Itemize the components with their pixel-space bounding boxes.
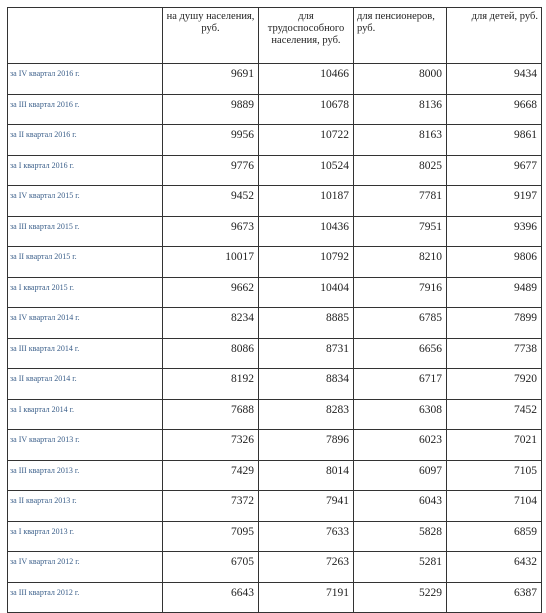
- column-header-children: для детей, руб.: [447, 8, 542, 64]
- children-cell: 9434: [447, 64, 542, 95]
- period-cell[interactable]: за III квартал 2013 г.: [8, 460, 163, 491]
- children-cell: 9489: [447, 277, 542, 308]
- period-cell[interactable]: за IV квартал 2012 г.: [8, 552, 163, 583]
- table-row: [8, 491, 542, 522]
- per-capita-cell: 8234: [163, 308, 259, 339]
- working-age-cell: 10524: [259, 155, 354, 186]
- children-cell: 7452: [447, 399, 542, 430]
- period-cell[interactable]: за IV квартал 2016 г.: [8, 64, 163, 95]
- per-capita-cell: 7429: [163, 460, 259, 491]
- per-capita-cell: 9776: [163, 155, 259, 186]
- table-row: [8, 338, 542, 369]
- children-cell: 9806: [447, 247, 542, 278]
- working-age-cell: 8731: [259, 338, 354, 369]
- per-capita-cell: 9662: [163, 277, 259, 308]
- working-age-cell: 10436: [259, 216, 354, 247]
- per-capita-cell: 7326: [163, 430, 259, 461]
- period-cell[interactable]: за I квартал 2016 г.: [8, 155, 163, 186]
- pensioners-cell: 8136: [354, 94, 447, 125]
- per-capita-cell: 6705: [163, 552, 259, 583]
- table-row: [8, 308, 542, 339]
- children-cell: 7104: [447, 491, 542, 522]
- children-cell: 6859: [447, 521, 542, 552]
- per-capita-cell: 8086: [163, 338, 259, 369]
- children-cell: 7899: [447, 308, 542, 339]
- pensioners-cell: 6717: [354, 369, 447, 400]
- table-row: [8, 430, 542, 461]
- children-cell: 6432: [447, 552, 542, 583]
- children-cell: 7105: [447, 460, 542, 491]
- table-row: [8, 247, 542, 278]
- per-capita-cell: 8192: [163, 369, 259, 400]
- per-capita-cell: 9889: [163, 94, 259, 125]
- per-capita-cell: 10017: [163, 247, 259, 278]
- per-capita-cell: 7688: [163, 399, 259, 430]
- pensioners-cell: 6023: [354, 430, 447, 461]
- pensioners-cell: 6308: [354, 399, 447, 430]
- pensioners-cell: 5229: [354, 582, 447, 613]
- period-cell[interactable]: за III квартал 2012 г.: [8, 582, 163, 613]
- subsistence-minimum-table: [7, 7, 542, 613]
- period-cell[interactable]: за I квартал 2014 г.: [8, 399, 163, 430]
- children-cell: 9197: [447, 186, 542, 217]
- per-capita-cell: 9673: [163, 216, 259, 247]
- table-row: [8, 186, 542, 217]
- pensioners-cell: 5828: [354, 521, 447, 552]
- table-header: [8, 8, 542, 64]
- children-cell: 9677: [447, 155, 542, 186]
- children-cell: 7920: [447, 369, 542, 400]
- header-row: [8, 8, 542, 64]
- table-row: [8, 521, 542, 552]
- table-row: [8, 399, 542, 430]
- table-row: [8, 369, 542, 400]
- working-age-cell: 10792: [259, 247, 354, 278]
- period-cell[interactable]: за II квартал 2014 г.: [8, 369, 163, 400]
- table-row: [8, 460, 542, 491]
- table-row: [8, 155, 542, 186]
- children-cell: 9861: [447, 125, 542, 156]
- period-cell[interactable]: за III квартал 2016 г.: [8, 94, 163, 125]
- children-cell: 7738: [447, 338, 542, 369]
- period-cell[interactable]: за II квартал 2015 г.: [8, 247, 163, 278]
- table-row: [8, 125, 542, 156]
- table-row: [8, 552, 542, 583]
- working-age-cell: 7633: [259, 521, 354, 552]
- working-age-cell: 8014: [259, 460, 354, 491]
- period-cell[interactable]: за IV квартал 2015 г.: [8, 186, 163, 217]
- table-row: [8, 582, 542, 613]
- working-age-cell: 7191: [259, 582, 354, 613]
- children-cell: 9668: [447, 94, 542, 125]
- working-age-cell: 8283: [259, 399, 354, 430]
- table-body: [8, 64, 542, 613]
- column-header-period: [8, 8, 163, 64]
- pensioners-cell: 6656: [354, 338, 447, 369]
- per-capita-cell: 9956: [163, 125, 259, 156]
- period-cell[interactable]: за III квартал 2015 г.: [8, 216, 163, 247]
- working-age-cell: 7263: [259, 552, 354, 583]
- period-cell[interactable]: за IV квартал 2013 г.: [8, 430, 163, 461]
- pensioners-cell: 7916: [354, 277, 447, 308]
- pensioners-cell: 8025: [354, 155, 447, 186]
- table-row: [8, 94, 542, 125]
- column-header-pensioners: для пенсионеров, руб.: [354, 8, 447, 64]
- children-cell: 6387: [447, 582, 542, 613]
- period-cell[interactable]: за II квартал 2013 г.: [8, 491, 163, 522]
- table-row: [8, 277, 542, 308]
- working-age-cell: 10678: [259, 94, 354, 125]
- working-age-cell: 10466: [259, 64, 354, 95]
- pensioners-cell: 8000: [354, 64, 447, 95]
- table-row: [8, 64, 542, 95]
- period-cell[interactable]: за I квартал 2013 г.: [8, 521, 163, 552]
- column-header-working-age: для трудоспособного населения, руб.: [259, 8, 354, 64]
- working-age-cell: 10722: [259, 125, 354, 156]
- pensioners-cell: 6043: [354, 491, 447, 522]
- working-age-cell: 10187: [259, 186, 354, 217]
- pensioners-cell: 7951: [354, 216, 447, 247]
- per-capita-cell: 6643: [163, 582, 259, 613]
- pensioners-cell: 6785: [354, 308, 447, 339]
- working-age-cell: 7896: [259, 430, 354, 461]
- period-cell[interactable]: за I квартал 2015 г.: [8, 277, 163, 308]
- pensioners-cell: 8163: [354, 125, 447, 156]
- working-age-cell: 7941: [259, 491, 354, 522]
- table-container: [7, 7, 542, 613]
- working-age-cell: 10404: [259, 277, 354, 308]
- pensioners-cell: 7781: [354, 186, 447, 217]
- per-capita-cell: 7372: [163, 491, 259, 522]
- children-cell: 7021: [447, 430, 542, 461]
- working-age-cell: 8885: [259, 308, 354, 339]
- pensioners-cell: 6097: [354, 460, 447, 491]
- working-age-cell: 8834: [259, 369, 354, 400]
- children-cell: 9396: [447, 216, 542, 247]
- per-capita-cell: 9691: [163, 64, 259, 95]
- per-capita-cell: 9452: [163, 186, 259, 217]
- pensioners-cell: 5281: [354, 552, 447, 583]
- period-cell[interactable]: за IV квартал 2014 г.: [8, 308, 163, 339]
- pensioners-cell: 8210: [354, 247, 447, 278]
- per-capita-cell: 7095: [163, 521, 259, 552]
- table-row: [8, 216, 542, 247]
- period-cell[interactable]: за III квартал 2014 г.: [8, 338, 163, 369]
- column-header-per-capita: на душу населения, руб.: [163, 8, 259, 64]
- period-cell[interactable]: за II квартал 2016 г.: [8, 125, 163, 156]
